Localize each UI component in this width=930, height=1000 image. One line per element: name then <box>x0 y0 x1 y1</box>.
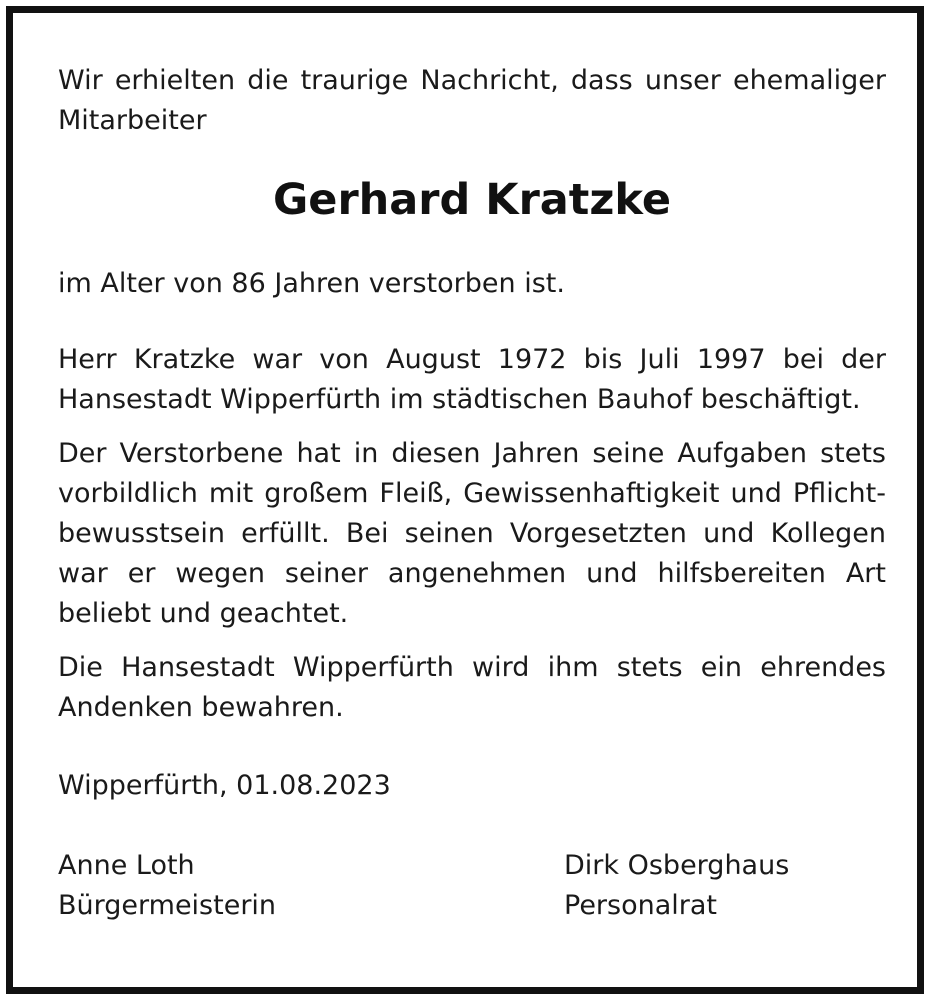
remembrance-paragraph: Die Hansestadt Wipperfürth wird ihm stets ein ehrendes Andenken bewahren. <box>58 652 886 723</box>
signatory-mayor <box>58 846 276 926</box>
signatory-role: Personalrat <box>564 890 718 921</box>
signatory-role: Bürgermeisterin <box>58 890 277 921</box>
signatory-name: Dirk Osberghaus <box>564 850 790 881</box>
notice-content <box>58 61 886 926</box>
signatory-staff-council <box>564 846 789 926</box>
tribute-paragraph: Der Verstorbene hat in diesen Jahren seine Aufgaben stets vorbildlich mit großem Fleiß, Gewissenhaftigkeit und Pflichtbewusstsein erfüllt. Bei seinen Vorgesetzten und Kollegen war er wegen seiner angenehmen und hilfsbereiten Art beliebt und geachtet. <box>58 438 886 629</box>
intro-text: Wir erhielten die traurige Nachricht, dass unser ehemaliger Mitarbeiter <box>58 65 886 136</box>
notice-frame <box>6 6 924 994</box>
signatory-name: Anne Loth <box>58 850 195 881</box>
age-line: im Alter von 86 Jahren verstorben ist. <box>58 268 565 299</box>
signatures <box>58 846 886 926</box>
deceased-name: Gerhard Kratzke <box>273 175 671 225</box>
employment-paragraph: Herr Kratzke war von August 1972 bis Juli 1997 bei der Hansestadt Wipperfürth im städtischen Bauhof beschäftigt. <box>58 344 886 415</box>
place-date: Wipperfürth, 01.08.2023 <box>58 770 391 801</box>
